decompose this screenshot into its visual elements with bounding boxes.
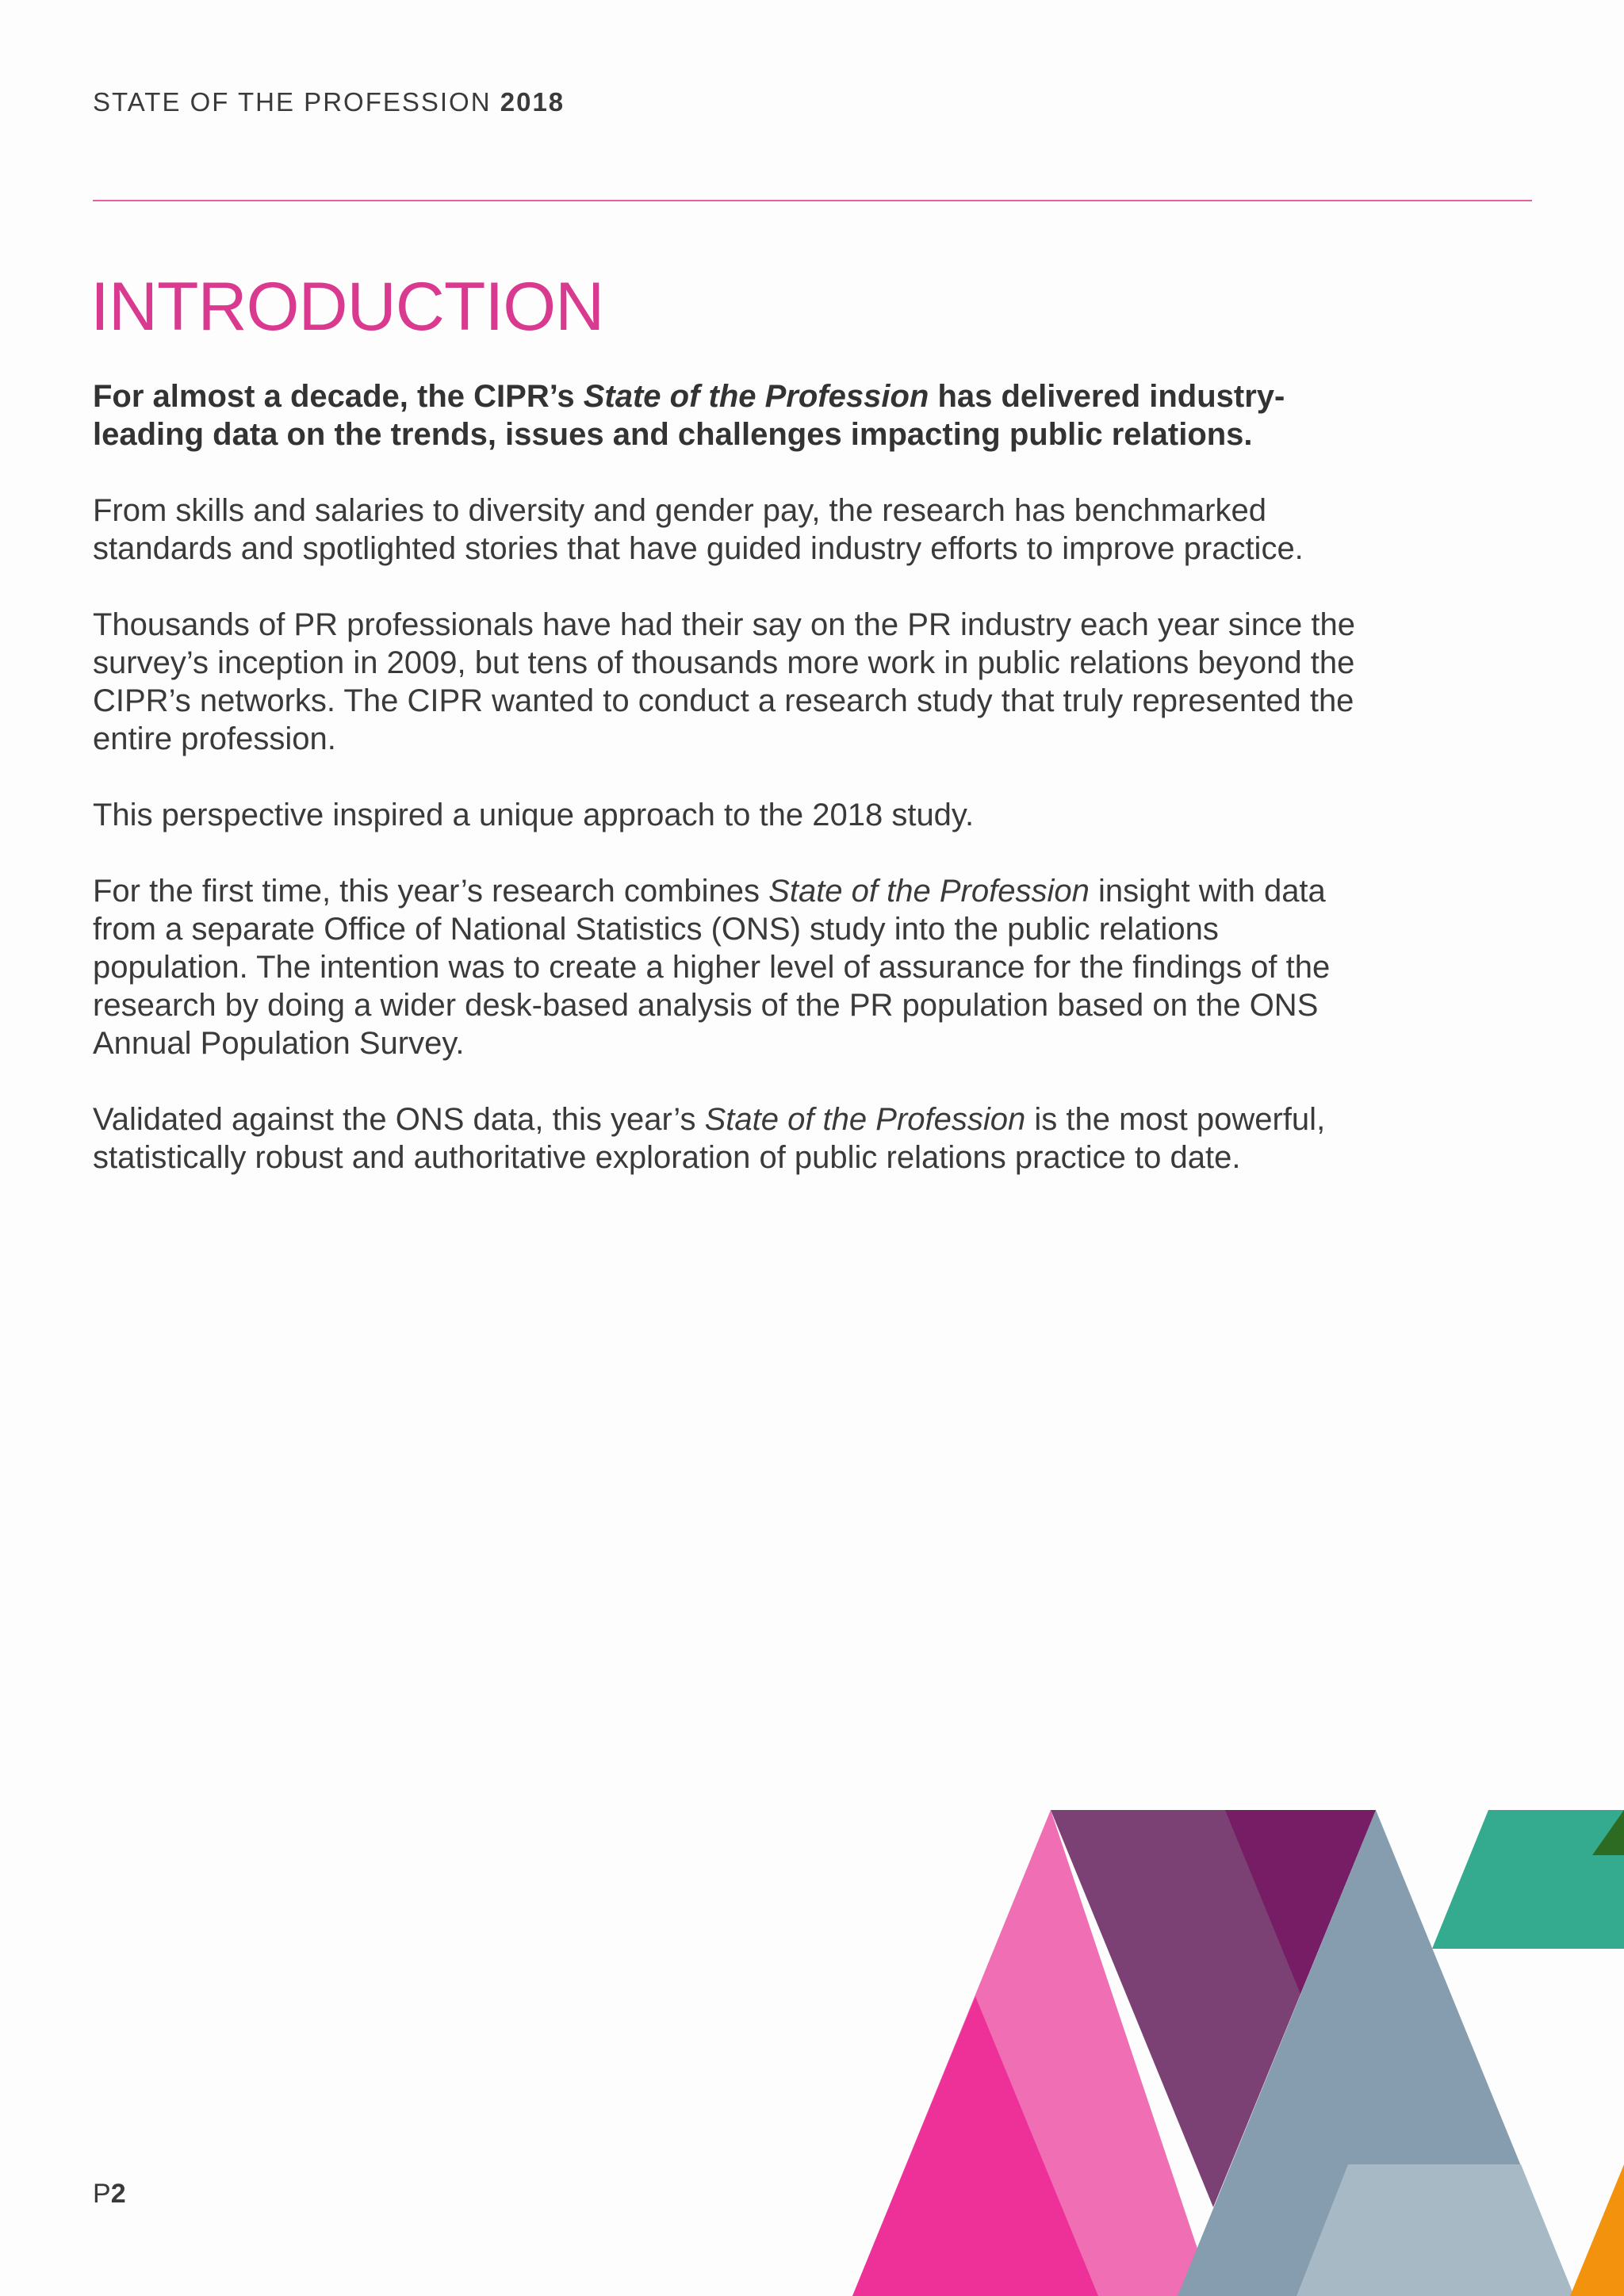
paragraph-4-text-2: insight with data from a separate Office of National Statistics (ONS) study into the public relations population. The intention was to create a higher level of assurance for the findings of the research by doing a wider desk-based analysis of the PR population based on the ONS Annual Population Survey. (93, 874, 1331, 1061)
paragraph-3: This perspective inspired a unique approach to the 2018 study. (93, 798, 975, 832)
paragraph-5-italic: State of the Profession (704, 1102, 1026, 1137)
orange-triangle (1570, 2164, 1624, 2296)
header-year: 2018 (500, 87, 565, 117)
lead-text-2: has delivered industry-leading data on the trends, issues and challenges impacting public relations. (93, 379, 1285, 452)
paragraph-5-text-2: is the most powerful, statistically robust and authoritative exploration of public relations practice to date. (93, 1102, 1326, 1175)
page-number-value: 2 (110, 2179, 126, 2209)
lead-text-1: For almost a decade, the CIPR’s (93, 379, 584, 414)
lead-text-italic: State of the Profession (583, 379, 929, 414)
paragraph-4-text-1: For the first time, this year’s research combines (93, 874, 769, 909)
page-title: INTRODUCTION (90, 269, 604, 345)
header-title: STATE OF THE PROFESSION (93, 87, 492, 117)
paragraph-2: Thousands of PR professionals have had their say on the PR industry each year since the survey’s inception in 2009, but tens of thousands more work in public relations beyond the CIPR’s networks. The CIPR wanted to conduct a research study that truly represented the entire profession. (93, 607, 1356, 756)
page-number-prefix: P (93, 2179, 111, 2209)
paragraph-1: From skills and salaries to diversity and gender pay, the research has benchmarked standards and spotlighted stories that have guided industry efforts to improve practice. (93, 493, 1304, 566)
paragraph-4-italic: State of the Profession (768, 874, 1090, 909)
teal-parallelogram (1432, 1810, 1624, 1949)
paragraph-5-text-1: Validated against the ONS data, this year’s (93, 1102, 705, 1137)
